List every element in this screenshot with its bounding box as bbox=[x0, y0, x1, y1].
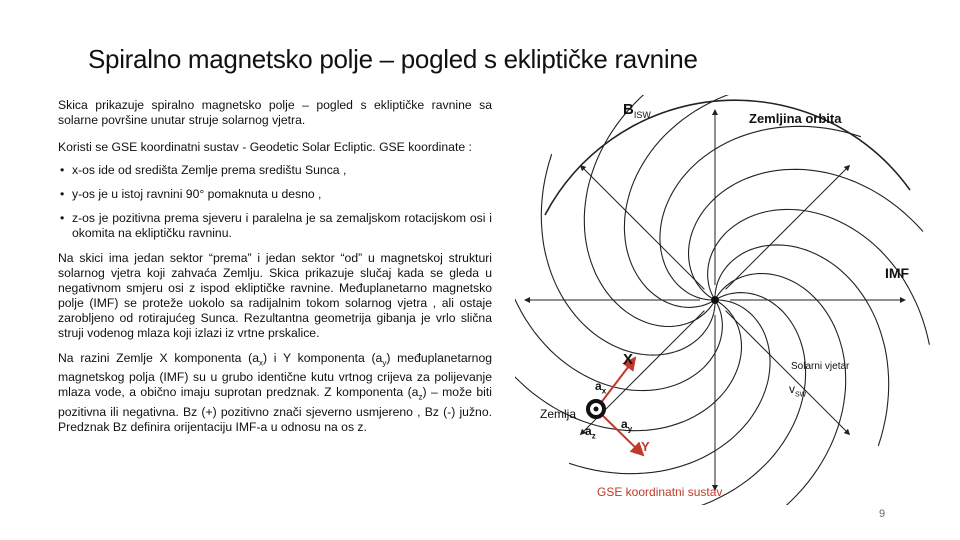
spiral-field-svg bbox=[515, 95, 935, 505]
y-axis-arrow bbox=[597, 410, 643, 455]
imf-label: IMF bbox=[885, 265, 910, 281]
radial-arrow-5 bbox=[581, 166, 705, 290]
coordinates-intro: Koristi se GSE koordinatni sustav - Geodetic Solar Ecliptic. GSE koordinate : bbox=[58, 140, 472, 154]
components-paragraph: Na razini Zemlje X komponenta $(a_x)$ i Y komponenta $(a_y)$ međuplanetarnog magnetskog polja (IMF) su u grubo identične kutu vrtnog crijeva za polijevanje mlaza vode, a obično imaju suprotan predznak. Z komponenta $(a_z)$ – može biti pozitivna ili negativna. Bz (+) pozitivno znači sjeverno usmjereno , Bz (-) južno. Predznak Bz definira orijentaciju IMF-a u odnosu na os z. bbox=[58, 351, 493, 434]
y-axis-label: Y bbox=[641, 439, 650, 454]
z-axis-dot bbox=[594, 407, 599, 412]
spiral-field-diagram bbox=[515, 95, 935, 505]
ax-label: $a_x$ bbox=[595, 379, 607, 396]
intro-paragraph: Skica prikazuje spiralno magnetsko polje – pogled s ekliptičke ravnine sa solarne površine unutar struje solarnog vjetra. bbox=[58, 98, 492, 127]
earth-orbit-label: Zemljina orbita bbox=[749, 111, 842, 126]
solar-wind-label: Solarni vjetar bbox=[791, 361, 850, 372]
ay-label: $a_y$ bbox=[621, 417, 633, 434]
bullet-z-axis: • z-os je pozitivna prema sjeveru i paralelna je sa zemaljskom rotacijskom osi i okomita na ekliptičku ravninu. bbox=[58, 211, 492, 241]
gse-bullet-list bbox=[58, 163, 492, 241]
spiral-line-10 bbox=[717, 274, 846, 506]
b-isw-label: $B_{ISW}$ bbox=[623, 101, 651, 120]
x-axis-label: X bbox=[623, 351, 634, 368]
spiral-line-4 bbox=[584, 95, 713, 327]
az-label: $a_z$ bbox=[585, 424, 596, 441]
earth-orbit-circle bbox=[545, 100, 910, 215]
v-sw-label: $v_{SW}$ bbox=[789, 382, 807, 399]
earth-label: Zemlja bbox=[540, 407, 577, 421]
page-number: 9 bbox=[879, 508, 886, 520]
bullet-x-axis: • x-os ide od središta Zemlje prema središtu Sunca , bbox=[58, 163, 492, 178]
radial-arrow-7 bbox=[726, 166, 850, 290]
sectors-paragraph: Na skici ima jedan sektor “prema” i jedan sektor “od” u magnetskoj strukturi solarnog vjetra koji zahvaća Zemlju. Skica prikazuje slučaj kada se gleda u negativnom smjeru osi z ispod ekliptičke ravnine. Međuplanetarno magnetsko polje (IMF) se proteže uokolo sa radijalnim tokom solarnog vjetra , ali ostaje zarobljeno od rotirajućeg Sunca. Rezultantna geometrija gibanja je vrlo slična struji vodenog mlaza koji izlazi iz vrtne prskalice. bbox=[58, 251, 492, 340]
sun-center bbox=[711, 296, 719, 304]
bullet-y-axis: • y-os je u istoj ravnini 90° pomaknuta u desno , bbox=[58, 187, 492, 202]
slide-title: Spiralno magnetsko polje – pogled s ekliptičke ravnine bbox=[88, 44, 698, 74]
radial-arrow-1 bbox=[726, 311, 850, 435]
gse-caption: GSE koordinatni sustav bbox=[597, 485, 723, 499]
text-column bbox=[58, 98, 492, 435]
